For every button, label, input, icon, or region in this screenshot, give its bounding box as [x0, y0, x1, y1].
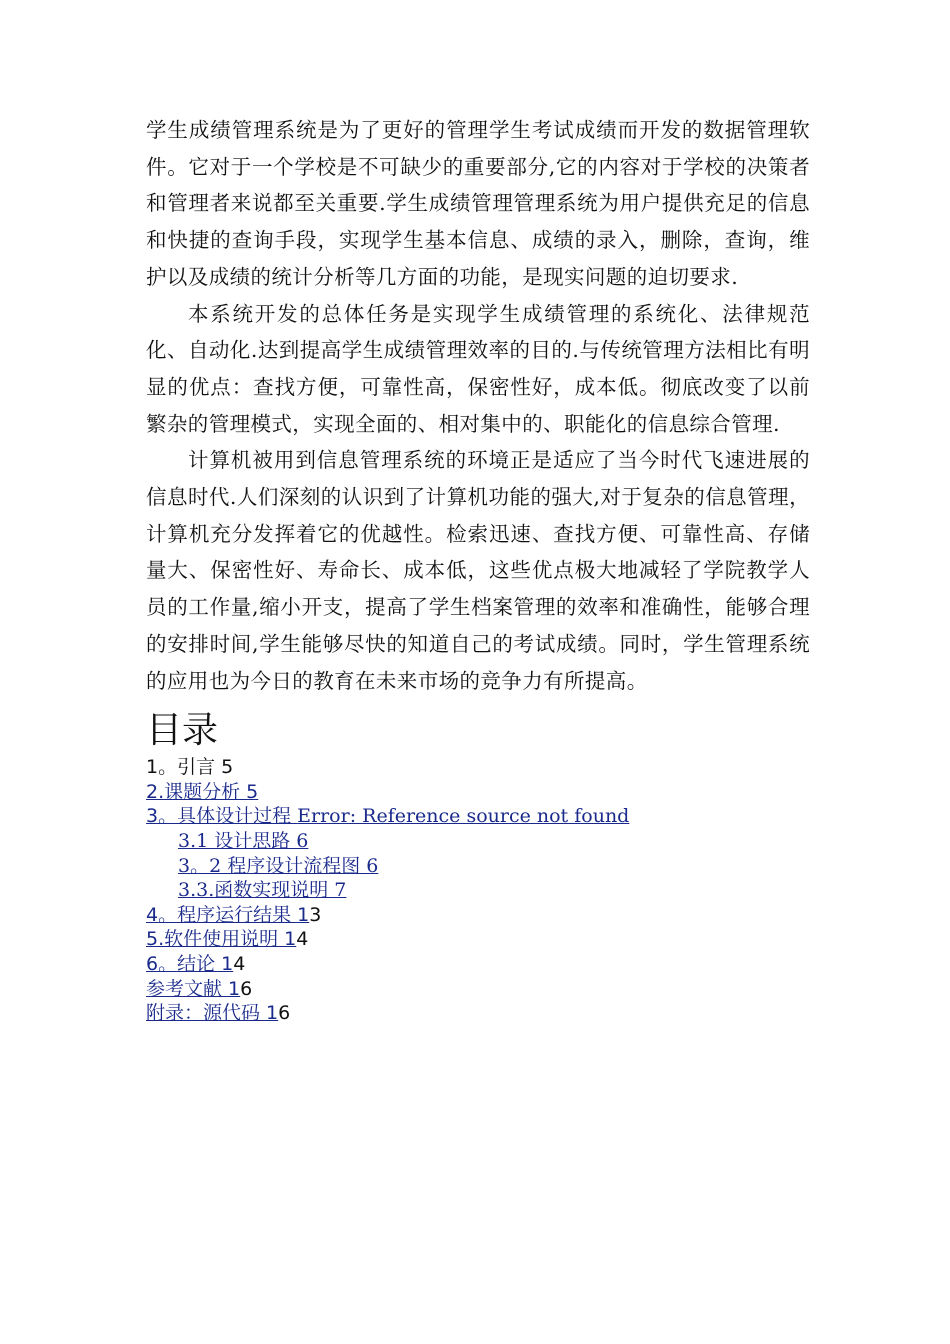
toc-item-run-results[interactable]	[146, 903, 810, 928]
toc-link-user-guide[interactable]: 5.软件使用说明 1	[146, 928, 297, 951]
toc-item-references[interactable]	[146, 977, 810, 1002]
toc-item-function-description[interactable]	[146, 878, 810, 903]
toc-title: 目录	[146, 710, 219, 752]
toc-page-number: 6	[278, 1002, 291, 1025]
toc-link-flowchart[interactable]: 3。2 程序设计流程图 6	[178, 854, 379, 877]
toc-item-user-guide[interactable]	[146, 927, 810, 952]
toc-item-design-process[interactable]	[146, 804, 810, 829]
toc-page-number: 6	[240, 977, 253, 1000]
toc-item-design-idea[interactable]	[146, 829, 810, 854]
intro-paragraph-1: 学生成绩管理系统是为了更好的管理学生考试成绩而开发的数据管理软件。它对于一个学校是不可缺少的重要部分,它的内容对于学校的决策者和管理者来说都至关重要.学生成绩管理管理系统为用户提供充足的信息和快捷的查询手段，实现学生基本信息、成绩的录入，删除，查询，维护以及成绩的统计分析等几方面的功能，是现实问题的迫切要求.	[146, 118, 810, 289]
toc-item-label: 1。引言 5	[146, 756, 234, 779]
toc-link-conclusion[interactable]: 6。结论 1	[146, 953, 234, 975]
toc-link-label: 3。具体设计过程	[146, 805, 298, 828]
toc-page-number: 4	[233, 953, 246, 975]
toc-item-conclusion[interactable]	[146, 952, 810, 977]
toc-link-function-description[interactable]: 3.3.函数实现说明 7	[178, 879, 347, 902]
table-of-contents	[146, 755, 810, 1026]
toc-page-number: 3	[309, 903, 322, 926]
toc-link-topic-analysis[interactable]: 2.课题分析 5	[146, 780, 259, 803]
document-page	[146, 112, 810, 1026]
toc-link-appendix-source[interactable]: 附录：源代码 1	[146, 1002, 279, 1025]
toc-link-design-process[interactable]	[146, 805, 629, 827]
toc-reference-error: Error: Reference source not found	[297, 805, 630, 828]
toc-item-flowchart[interactable]	[146, 854, 810, 879]
intro-paragraph-2: 本系统开发的总体任务是实现学生成绩管理的系统化、法律规范化、自动化.达到提高学生成绩管理效率的目的.与传统管理方法相比有明显的优点：查找方便，可靠性高，保密性好，成本低。彻底改变了以前繁杂的管理模式，实现全面的、相对集中的、职能化的信息综合管理.	[146, 301, 810, 436]
toc-link-design-idea[interactable]: 3.1 设计思路 6	[178, 830, 309, 853]
toc-item-appendix-source[interactable]	[146, 1001, 810, 1026]
toc-item-topic-analysis[interactable]	[146, 780, 810, 805]
toc-page-number: 4	[296, 928, 309, 951]
intro-paragraph-3: 计算机被用到信息管理系统的环境正是适应了当今时代飞速进展的信息时代.人们深刻的认识到了计算机功能的强大,对于复杂的信息管理，计算机充分发挥着它的优越性。检索迅速、查找方便、可靠性高、存储量大、保密性好、寿命长、成本低，这些优点极大地减轻了学院教学人员的工作量,缩小开支，提高了学生档案管理的效率和准确性，能够合理的安排时间,学生能够尽快的知道自己的考试成绩。同时，学生管理系统的应用也为今日的教育在未来市场的竞争力有所提高。	[146, 448, 810, 693]
toc-link-run-results[interactable]: 4。程序运行结果 1	[146, 903, 310, 926]
toc-link-references[interactable]: 参考文献 1	[146, 977, 241, 1000]
toc-item-introduction	[146, 755, 810, 780]
